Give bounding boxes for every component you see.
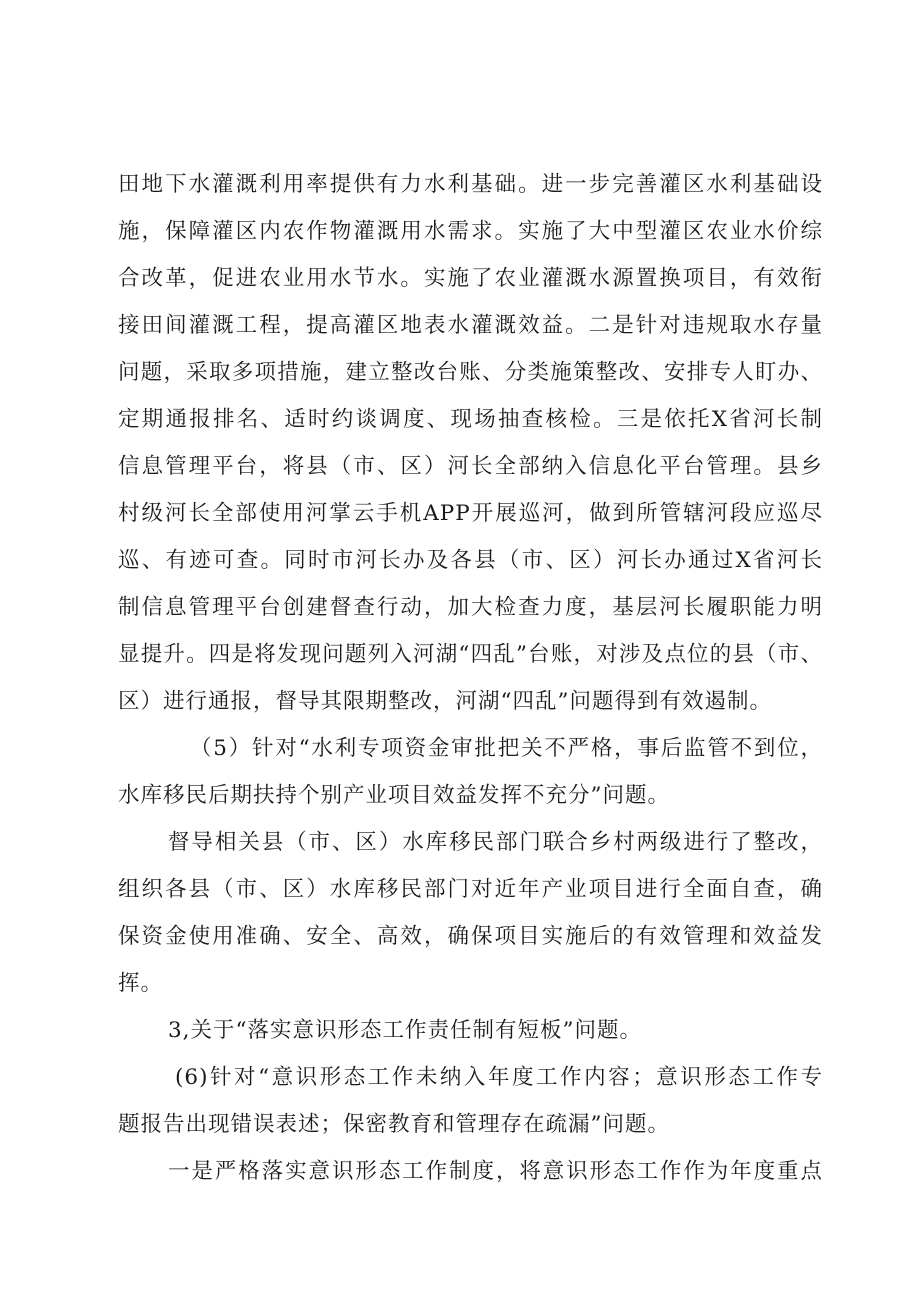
item-heading-line: (6)针对“意识形态工作未纳入年度工作内容；意识形态工作专 [175,1065,823,1090]
body-text-line: 村级河长全部使用河掌云手机APP开展巡河，做到所管辖河段应巡尽 [118,501,823,526]
body-text-line: 制信息管理平台创建督查行动，加大检查力度，基层河长履职能力明 [118,595,823,620]
item-heading-line: （5）针对“水利专项资金审批把关不严格，事后监管不到位， [190,736,823,761]
body-text-line: 定期通报排名、适时约谈调度、现场抽查核检。三是依托X省河长制 [118,407,823,432]
body-text-line: 合改革，促进农业用水节水。实施了农业灌溉水源置换项目，有效衔 [118,266,823,291]
body-text-line: 施，保障灌区内农作物灌溉用水需求。实施了大中型灌区农业水价综 [118,219,823,244]
body-text-line: 田地下水灌溉利用率提供有力水利基础。进一步完善灌区水利基础设 [118,172,823,197]
body-text-line: 问题，采取多项措施，建立整改台账、分类施策整改、安排专人盯办、 [118,360,823,385]
body-text-line: 组织各县（市、区）水库移民部门对近年产业项目进行全面自查，确 [118,877,823,902]
body-text-line: 显提升。四是将发现问题列入河湖“四乱”台账，对涉及点位的县（市、 [118,642,823,667]
body-text-line: 挥。 [118,971,164,996]
item-heading-line: 水库移民后期扶持个别产业项目效益发挥不充分”问题。 [118,783,670,808]
body-text-line: 一是严格落实意识形态工作制度，将意识形态工作作为年度重点 [168,1159,823,1184]
item-heading-line: 题报告出现错误表述；保密教育和管理存在疏漏”问题。 [118,1112,670,1137]
body-text-line: 区）进行通报，督导其限期整改，河湖“四乱”问题得到有效遏制。 [118,689,772,714]
body-text-line: 巡、有迹可查。同时市河长办及各县（市、区）河长办通过X省河长 [118,548,823,573]
body-text-line: 接田间灌溉工程，提高灌区地表水灌溉效益。二是针对违规取水存量 [118,313,823,338]
body-text-line: 信息管理平台，将县（市、区）河长全部纳入信息化平台管理。县乡 [118,454,823,479]
body-text-line: 督导相关县（市、区）水库移民部门联合乡村两级进行了整改， [168,830,823,855]
body-text-line: 保资金使用准确、安全、高效，确保项目实施后的有效管理和效益发 [118,924,823,949]
section-heading-line: 3,关于“落实意识形态工作责任制有短板”问题。 [168,1018,642,1043]
